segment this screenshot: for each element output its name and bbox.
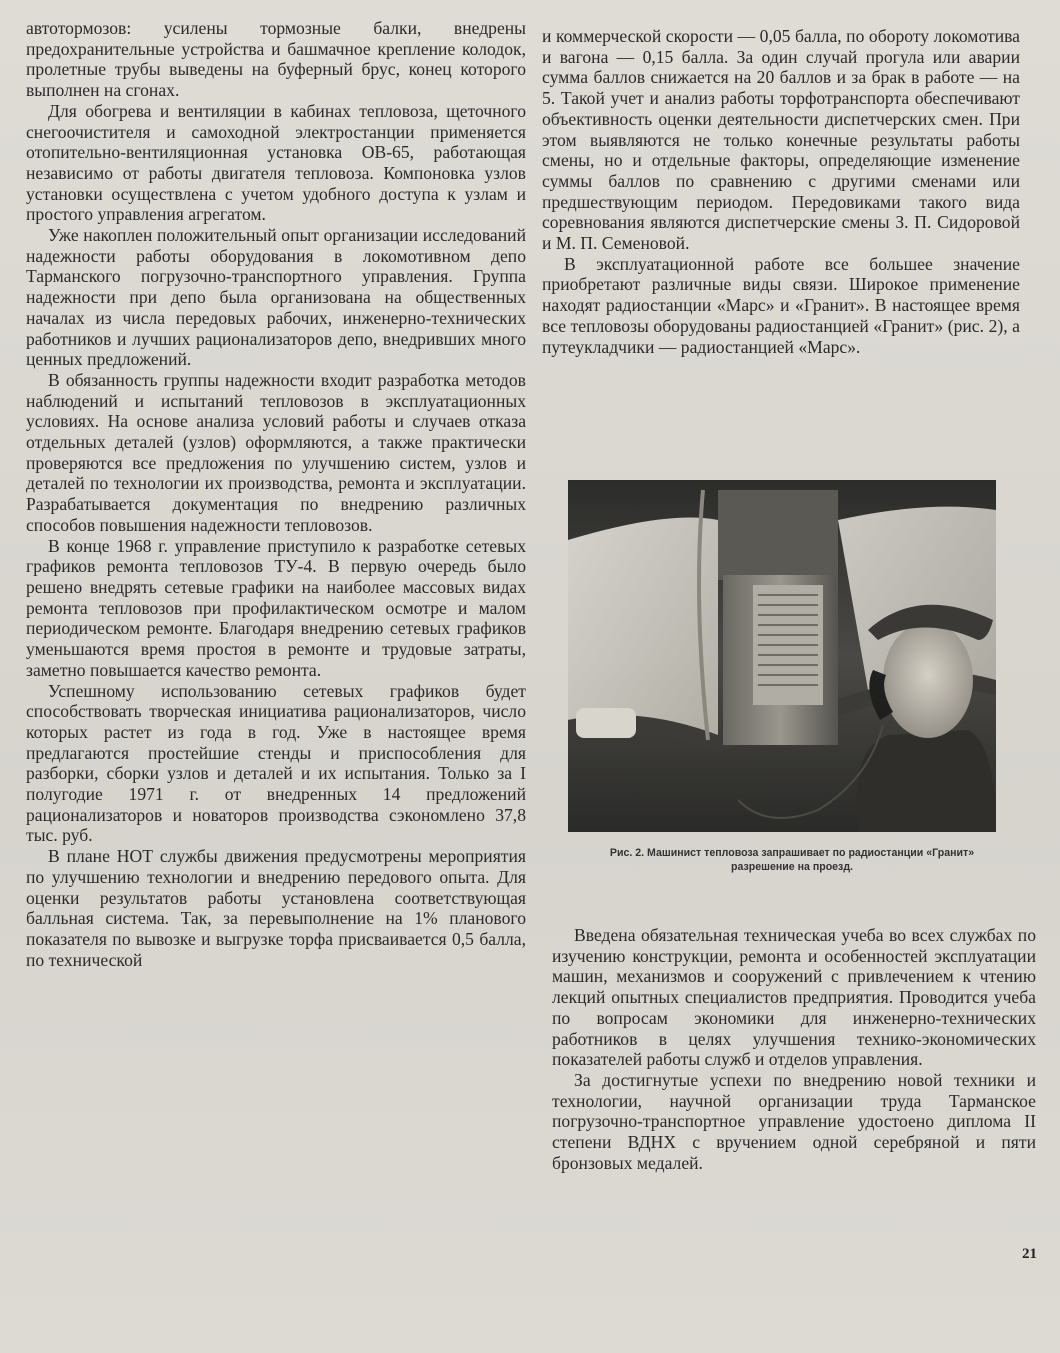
figure-caption — [552, 846, 1032, 874]
left-column — [26, 18, 526, 970]
photo-locomotive-driver-radio — [568, 480, 996, 832]
page-number: 21 — [1022, 1246, 1037, 1262]
right-column-bottom — [552, 925, 1036, 1173]
right-column-top — [542, 26, 1020, 357]
photo-illustration — [568, 480, 996, 832]
paragraph: В обязанность группы надежности входит разработка методов наблюдений и испытаний тепловозов в эксплуатационных условиях. На основе анализа условий работы и случаев отказа отдельных деталей (узлов) оформляются, а также практически проверяются все предложения по улучшению систем, узлов и деталей по технологии их производства, ремонта и эксплуатации. Разрабатывается документация по внедрению различных способов повышения надежности тепловозов. — [26, 369, 526, 535]
paragraph: автотормозов: усилены тормозные балки, внедрены предохранительные устройства и башмачное крепление колодок, пролетные трубы выведены на буферный брус, конец которого выполнен на сгонах. — [26, 18, 526, 101]
paragraph: и коммерческой скорости — 0,05 балла, по обороту локомотива и вагона — 0,15 балла. За один случай прогула или аварии сумма баллов снижается на 20 баллов и за брак в работе — на 5. Такой учет и анализ работы торфотранспорта обеспечивают объективность оценки деятельности диспетчерских смен. При этом выявляются не только конечные результаты работы смены, но и отдельные факторы, определяющие изменение суммы баллов по сравнению с другими сменами или предшествующим периодом. Передовиками такого вида соревнования являются диспетчерские смены З. П. Сидоровой и М. П. Семеновой. — [542, 26, 1020, 254]
paragraph: В эксплуатационной работе все большее значение приобретают различные виды связи. Широкое применение находят радиостанции «Марс» и «Гранит». В настоящее время все тепловозы оборудованы радиостанцией «Гранит» (рис. 2), а путеукладчики — радиостанцией «Марс». — [542, 253, 1020, 357]
paragraph: Для обогрева и вентиляции в кабинах тепловоза, щеточного снегоочистителя и самоходной электростанции применяется отопительно-вентиляционная установка ОВ-65, работающая независимо от работы двигателя тепловоза. Компоновка узлов установки осуществлена с учетом удобного доступа к узлам и простого управления агрегатом. — [26, 100, 526, 225]
paragraph: В плане НОТ службы движения предусмотрены мероприятия по улучшению технологии и внедрению передового опыта. Для оценки результатов работы установлена соответствующая балльная система. Так, за перевыполнение на 1% планового показателя по вывозке и выгрузке торфа присваивается 0,5 балла, по технической — [26, 846, 526, 970]
paragraph: Уже накоплен положительный опыт организации исследований надежности работы оборудования в локомотивном депо Тарманского погрузочно-транспортного управления. Группа надежности при депо была организована на общественных началах из числа передовых рабочих, инженерно-технических работников и лучших рационализаторов депо, внедривших много ценных предложений. — [26, 225, 526, 370]
caption-line: Рис. 2. Машинист тепловоза запрашивает по радиостанции «Гранит» — [609, 847, 975, 859]
paragraph: Введена обязательная техническая учеба во всех службах по изучению конструкции, ремонта и особенностей эксплуатации машин, механизмов и сооружений с привлечением к чтению лекций опытных специалистов предприятия. Проводится учеба по вопросам экономики для инженерно-технических работников в целях улучшения технико-экономических показателей работы служб и отделов управления. — [552, 925, 1036, 1070]
paragraph: За достигнутые успехи по внедрению новой техники и технологии, научной организации труда Тарманское погрузочно-транспортное управление удостоено диплома II степени ВДНХ с вручением одной серебряной и пяти бронзовых медалей. — [552, 1069, 1036, 1173]
paragraph: В конце 1968 г. управление приступило к разработке сетевых графиков ремонта тепловозов ТУ-4. В первую очередь было решено внедрять сетевые графики на наиболее массовых видах ремонта тепловозов при профилактическом осмотре и малом периодическом ремонте. Благодаря внедрению сетевых графиков уменьшаются время простоя в ремонте и трудовые затраты, заметно повышается качество ремонта. — [26, 535, 526, 680]
paragraph: Успешному использованию сетевых графиков будет способствовать творческая инициатива рационализаторов, число которых растет из года в год. Уже в настоящее время предлагаются простейшие стенды и приспособления для разборки, сборки узлов и деталей и их испытания. Только за I полугодие 1971 г. от внедренных 14 предложений рационализаторов и новаторов производства сэкономлено 37,8 тыс. руб. — [26, 680, 526, 846]
caption-line: разрешение на проезд. — [731, 861, 853, 873]
